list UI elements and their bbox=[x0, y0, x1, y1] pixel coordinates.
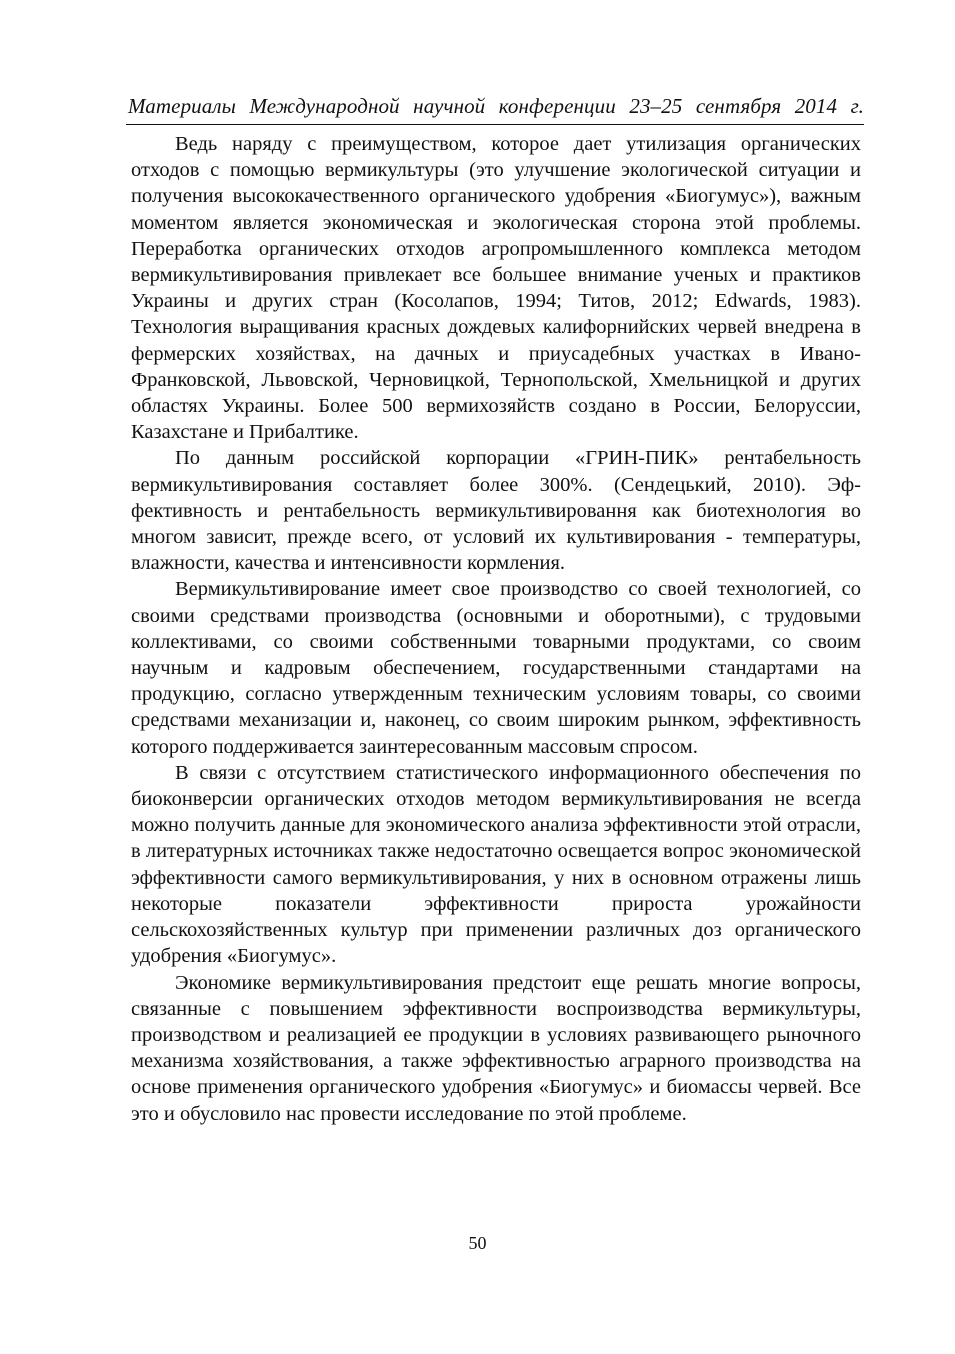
header-rule bbox=[126, 124, 864, 125]
paragraph-3: Вермикультивирование имеет свое производство со своей технологией, со своими средствами производства (основными и оборотными), с трудовыми коллективами, со своими собственными товарными продуктами, со своим научным и кадровым обеспечением, государственными стандартами на продукцию, согласно утвержденным техническим условиям товары, со своими средствами механизации и, наконец, со своим широким рынком, эффективность которого поддерживается заинтересованным массовым спросом. bbox=[131, 578, 861, 758]
paragraph-5: Экономике вермикультивирования предстоит еще решать многие вопросы, связанные с повышением эффективности воспроизводства вермикультуры, производством и реализацией ее продукции в условиях развивающего рыночного механизма хозяйствования, а также эффективностью аграрного производства на основе применения органического удобрения «Биогумус» и биомассы червей. Все это и обусловило нас провести исследование по этой проблеме. bbox=[131, 971, 861, 1125]
paragraph-4: В связи с отсутствием статистического информационного обеспечения по биоконверсии органических отходов методом вермикультивирования не всегда можно получить данные для экономического анализа эффективности этой отрасли, в литературных источниках также недостаточно освещается вопрос экономической эффективности самого вермикультивирования, у них в основном отражены лишь некоторые показатели эффективности прироста урожайности сельскохозяйственных культур при применении различных доз органического удобрения «Биогумус». bbox=[131, 761, 861, 968]
page-number: 50 bbox=[468, 1233, 487, 1253]
paragraph-2: По данным российской корпорации «ГРИН-ПИК» рентабельность вермикультивирования составляет более 300%. (Сендецький, 2010). Эффективность и рентабельность вермикультивировання как биотехнология во многом зависит, прежде всего, от условий их культивирования - температуры, влажности, качества и интенсивности кормления. bbox=[131, 447, 861, 575]
paragraph-1: Ведь наряду с преимуществом, которое дает утилизация органических отходов с помощью вермикультуры (это улучшение экологической ситуации и получения высококачественного органического удобрения «Биогумус»), важным моментом является экономическая и экологическая сторона этой проблемы. Переработка органических отходов агропромышленного комплекса методом вермикультивирования привлекает все большее внимание ученых и практиков Украины и других стран (Косолапов, 1994; Титов, 2012; Edwards, 1983). Технология выращивания красных дождевых калифорнийских червей внедрена в фермерских хозяйствах, на дачных и приусадебных участках в Ивано-Франковской, Львовской, Черновицкой, Тернопольской, Хмельницкой и других областях Украины. Более 500 вермихозяйств создано в России, Белоруссии, Казахстане и Прибалтике. bbox=[131, 133, 861, 444]
body-text bbox=[131, 131, 861, 1127]
running-header: Материалы Международной научной конференции 23–25 сентября 2014 г. bbox=[128, 94, 864, 118]
